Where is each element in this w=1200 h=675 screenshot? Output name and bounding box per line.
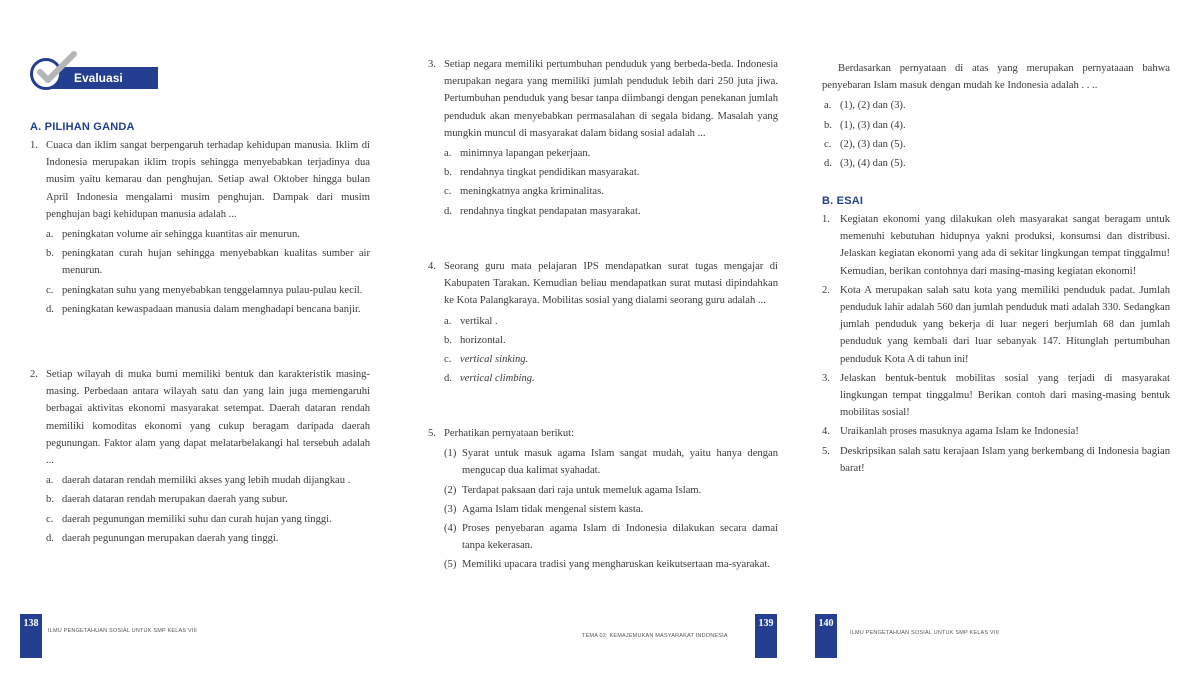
option-c: c. (2), (3) dan (5). (824, 138, 906, 150)
essay-list (822, 211, 1170, 477)
option-d: d. daerah pegunungan merupakan daerah yang tinggi. (46, 532, 279, 544)
option-a: a. peningkatan volume air sehingga kuantitas air menurun. (46, 229, 300, 241)
option-b: b. horizontal. (444, 334, 506, 346)
essay-item-3: 3. Jelaskan bentuk-bentuk mobilitas sosial yang terjadi di masyarakat lingkungan tempat tinggalmu! Berikan contoh dari masing-masing bentuk mobilitas sosial! (822, 372, 1170, 419)
essay-item-4: 4. Uraikanlah proses masuknya agama Islam ke Indonesia! (822, 426, 1079, 438)
question-text: Seorang guru mata pelajaran IPS mendapatkan surat tugas mengajar di Kabupaten Tarakan. Kemudian beliau mendapatkan surat mutasi dipindahkan ke Kota Palangkaraya. Mobilitas sosial yang dialami seorang guru adalah ... (444, 261, 778, 307)
option-d: d. vertical climbing. (444, 373, 535, 385)
option-d: d. rendahnya tingkat pendapatan masyarakat. (444, 205, 641, 217)
question-1 (30, 137, 370, 318)
option-b: b. peningkatan curah hujan sehingga menyebabkan kualitas sumber air menurun. (46, 248, 370, 277)
question-5 (428, 425, 778, 574)
option-a: a. minimnya lapangan pekerjaan. (444, 148, 591, 160)
question-number: 3. (428, 59, 436, 70)
question-5-continued (822, 60, 1170, 172)
footer-book-title-right: ILMU PENGETAHUAN SOSIAL UNTUK SMP KELAS VIII (850, 630, 999, 636)
essay-item-2: 2. Kota A merupakan salah satu kota yang memiliki penduduk padat. Jumlah penduduk lahir adalah 560 dan jumlah penduduk mati adalah 330. Sedangkan jumlah penduduk yang bekerja di luar negeri berjumlah 68 dan jumlah penduduk yang kembali dari luar sebanyak 147. Hitunglah pertumbuhan penduduk Kota A di tahun ini! (822, 284, 1170, 365)
evaluasi-badge (30, 50, 170, 94)
option-c: c. peningkatan suhu yang menyebabkan tenggelamnya pulau-pulau kecil. (46, 284, 363, 296)
option-d: d. peningkatan kewaspadaan manusia dalam menghadapi bencana banjir. (46, 303, 361, 315)
question-number: 1. (30, 140, 38, 151)
page-number-139: 139 (755, 614, 777, 658)
option-a: a. daerah dataran rendah memiliki akses yang lebih mudah dijangkau . (46, 475, 351, 487)
option-b: b. rendahnya tingkat pendidikan masyarakat. (444, 167, 640, 179)
footer-theme-title: TEMA 02: KEMAJEMUKAN MASYARAKAT INDONESIA (582, 633, 728, 639)
statement-4: (4) Proses penyebaran agama Islam di Indonesia dilakukan secara damai tanpa kekerasan. (444, 523, 778, 552)
essay-item-5: 5. Deskripsikan salah satu kerajaan Islam yang berkembang di Indonesia bagian barat! (822, 445, 1170, 474)
question-text: Perhatikan pernyataan berikut: (444, 428, 575, 439)
option-a: a. vertikal . (444, 315, 498, 327)
question-number: 2. (30, 369, 38, 380)
question-text: Setiap wilayah di muka bumi memiliki bentuk dan karakteristik masing-masing. Perbedaan antara wilayah satu dan yang lain juga memengaruhi berbagai aktivitas ekonomi masyarakat setempat. Daerah dataran rendah memiliki komoditas ekonomi yang cukup beragam daripada daerah pegunungan. Faktor alam yang dapat melatarbelakangi hal tersebuh adalah ... (46, 369, 370, 467)
evaluasi-label: Evaluasi (50, 67, 158, 89)
option-c: c. vertical sinking. (444, 354, 529, 366)
question-text: Setiap negara memiliki pertumbuhan penduduk yang berbeda-beda. Indonesia merupakan negara yang memiliki jumlah penduduk lebih dari 250 juta jiwa. Pertumbuhan penduduk yang besar tanpa diimbangi dengan penekanan jumlah penduduk akan menyebabkan permasalahan di segala bidang. Masalah yang mungkin muncul di masyarakat dalam bidang sosial adalah ... (444, 59, 778, 139)
section-b-title: B. ESAI (822, 195, 864, 207)
statement-1: (1) Syarat untuk masuk agama Islam sangat mudah, yaitu hanya dengan mengucap dua kalimat syahadat. (444, 448, 778, 477)
option-c: c. meningkatnya angka kriminalitas. (444, 186, 604, 198)
question-text: Cuaca dan iklim sangat berpengaruh terhadap kehidupan manusia. Iklim di Indonesia merupakan iklim tropis sehingga menyebabkan terjadinya dua musim yaitu kemarau dan penghujan. Setiap awal Oktober hingga bulan April Indonesia mengalami musim penghujan. Dampak dari musim penghujan bagi kehidupan manusia adalah ... (46, 140, 370, 220)
footer-book-title-left: ILMU PENGETAHUAN SOSIAL UNTUK SMP KELAS VIII (48, 628, 197, 634)
question-4 (428, 258, 778, 387)
question-2 (30, 366, 370, 547)
option-c: c. daerah pegunungan memiliki suhu dan curah hujan yang tinggi. (46, 513, 332, 525)
essay-item-1: 1. Kegiatan ekonomi yang dilakukan oleh masyarakat sangat beragam untuk memenuhi kebutuhan hidupnya yakni produksi, konsumsi dan distribusi. Jelaskan kegiatan ekonomi yang ada di sekitar lingkungan tempat tinggalmu! Kemudian, berikan contohnya dari masing-masing kegiatan ekonomi! (822, 214, 1170, 277)
check-icon (34, 50, 78, 90)
option-b: b. (1), (3) dan (4). (824, 119, 906, 131)
question-5-prompt: Berdasarkan pernyataan di atas yang merupakan pernyataaan bahwa penyebaran Islam masuk dengan mudah ke Indonesia adalah . . .. (822, 63, 1170, 92)
option-a: a. (1), (2) dan (3). (824, 100, 906, 112)
statement-5: (5) Memiliki upacara tradisi yang mengharuskan keikutsertaan ma-syarakat. (444, 559, 770, 571)
page-number-138: 138 (20, 614, 42, 658)
question-3 (428, 56, 778, 220)
page-number-140: 140 (815, 614, 837, 658)
question-number: 5. (428, 428, 436, 439)
option-d: d. (3), (4) dan (5). (824, 158, 906, 170)
statement-3: (3) Agama Islam tidak mengenal sistem kasta. (444, 503, 644, 515)
statement-2: (2) Terdapat paksaan dari raja untuk memeluk agama Islam. (444, 484, 702, 496)
option-b: b. daerah dataran rendah merupakan daerah yang subur. (46, 494, 288, 506)
question-number: 4. (428, 261, 436, 272)
section-a-title: A. PILIHAN GANDA (30, 121, 135, 133)
